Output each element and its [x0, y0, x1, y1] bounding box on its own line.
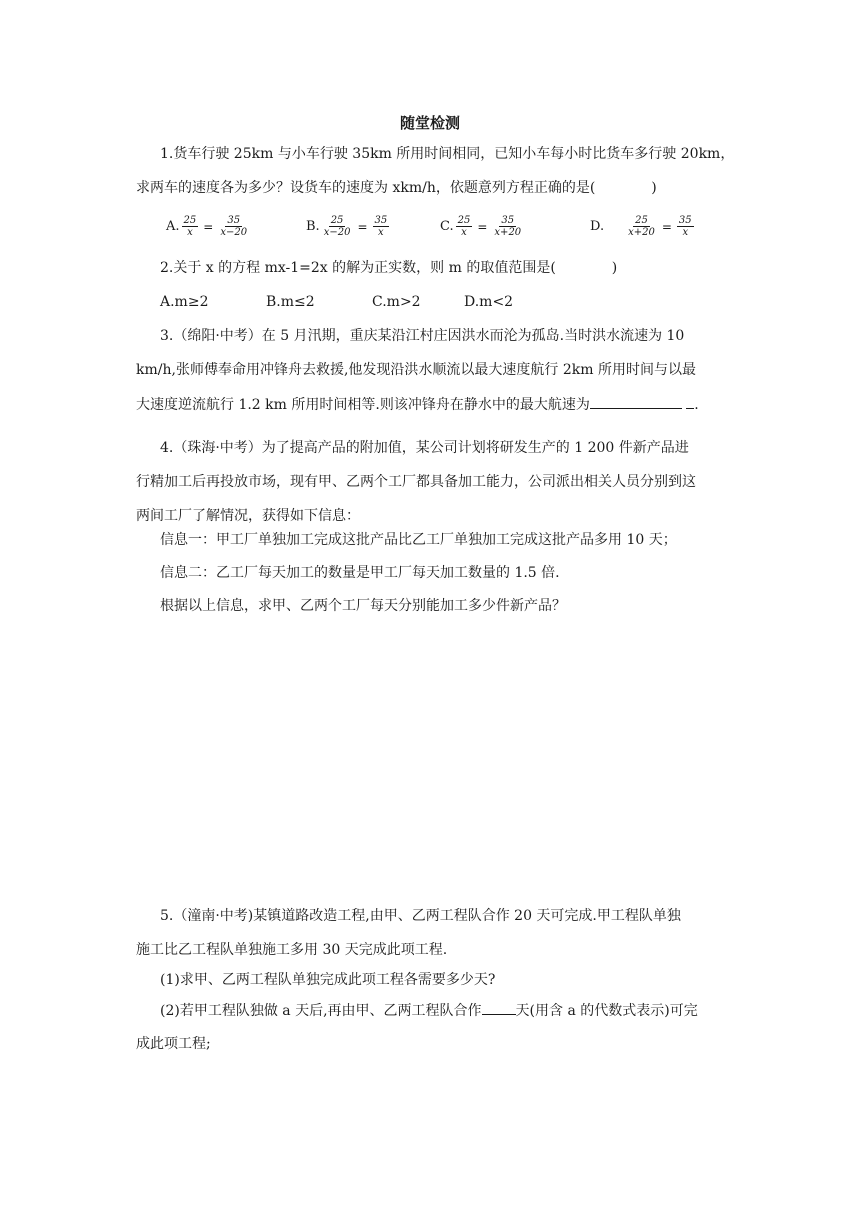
fraction-left	[626, 215, 657, 238]
q5-line-1: 5.（潼南·中考)某镇道路改造工程,由甲、乙两工程队合作 20 天可完成.甲工程队单独	[160, 908, 681, 924]
fraction-left	[456, 215, 473, 238]
q4-info-2: 信息二：乙工厂每天加工的数量是甲工厂每天加工数量的 1.5 倍.	[160, 565, 560, 581]
q1-option-d	[590, 215, 696, 238]
q4-line-2: 行精加工后再投放市场，现有甲、乙两个工厂都具备加工能力，公司派出相关人员分别到这	[136, 474, 696, 490]
denominator: x	[461, 227, 467, 238]
q2-option-a: A.m≥2	[160, 294, 209, 310]
q4-line-3: 两间工厂了解情况，获得如下信息：	[136, 508, 360, 524]
q5-sub-1: (1)求甲、乙两工程队单独完成此项工程各需要多少天?	[160, 972, 496, 988]
answer-blank	[590, 394, 682, 409]
equals-sign: =	[357, 219, 368, 234]
denominator: x−20	[323, 227, 351, 238]
numerator: 25	[457, 215, 471, 226]
denominator: x	[682, 227, 689, 238]
option-label: A.	[166, 219, 180, 234]
answer-blank	[482, 1000, 516, 1015]
q3-line-2: km/h,张师傅奉命用冲锋舟去救援,他发现沿洪水顺流以最大速度航行 2km 所用时间与以最	[136, 362, 696, 378]
denominator: x+20	[494, 227, 522, 238]
q5-sub-2	[160, 1000, 698, 1021]
numerator: 35	[678, 215, 692, 226]
q1-line-1: 1.货车行驶 25km 与小车行驶 35km 所用时间相同，已知小车每小时比货车多行驶 20km，	[160, 146, 735, 162]
q1-option-b	[306, 215, 391, 238]
q3-line-1: 3.（绵阳·中考）在 5 月汛期，重庆某沿江村庄因洪水而沦为孤岛.当时洪水流速为 10	[160, 328, 685, 344]
q4-question: 根据以上信息，求甲、乙两个工厂每天分别能加工多少件新产品？	[160, 598, 566, 614]
fraction-left	[182, 215, 199, 238]
numerator: 35	[374, 215, 388, 226]
q4-line-1: 4.（珠海·中考）为了提高产品的附加值，某公司计划将研发生产的 1 200 件新产品进	[160, 440, 689, 456]
option-label: C.	[440, 219, 454, 234]
numerator: 35	[227, 215, 241, 226]
q3-line-3-end: .	[694, 397, 699, 413]
q5-sub-2-cont: 成此项工程;	[136, 1036, 211, 1052]
denominator: x+20	[628, 227, 655, 238]
q2-option-c: C.m>2	[372, 294, 421, 310]
q5-sub-2-rest: 天(用含 a 的代数式表示)可完	[515, 1003, 698, 1019]
q2-line-1: 2.关于 x 的方程 mx-1=2x 的解为正实数，则 m 的取值范围是( )	[160, 260, 618, 276]
q1-option-a	[166, 215, 251, 238]
option-label: B.	[306, 219, 320, 234]
q1-line-2: 求两车的速度各为多少？设货车的速度为 xkm/h，依题意列方程正确的是( )	[136, 180, 657, 196]
q5-sub-2-text: (2)若甲工程队独做 a 天后,再由甲、乙两工程队合作	[160, 1003, 482, 1019]
q1-option-c	[440, 215, 525, 238]
fraction-right	[492, 215, 523, 238]
fraction-right	[218, 215, 249, 238]
denominator: x	[378, 227, 384, 238]
equals-sign: =	[477, 219, 488, 234]
numerator: 35	[501, 215, 515, 226]
equals-sign: =	[203, 219, 214, 234]
equals-sign: =	[661, 219, 672, 234]
fraction-right	[677, 215, 694, 238]
fraction-left	[322, 215, 353, 238]
numerator: 25	[330, 215, 344, 226]
q3-line-3-text: 大速度逆流航行 1.2 km 所用时间相等.则该冲锋舟在静水中的最大航速为	[136, 397, 590, 413]
q2-option-b: B.m≤2	[266, 294, 315, 310]
option-label: D.	[590, 219, 605, 234]
q5-line-2: 施工比乙工程队单独施工多用 30 天完成此项工程.	[136, 942, 448, 958]
q4-info-1: 信息一：甲工厂单独加工完成这批产品比乙工厂单独加工完成这批产品多用 10 天；	[160, 532, 677, 548]
denominator: x	[187, 227, 193, 238]
fraction-right	[373, 215, 390, 238]
denominator: x−20	[220, 227, 248, 238]
page-title: 随堂检测	[399, 114, 460, 132]
q3-line-3	[136, 394, 699, 415]
numerator: 25	[635, 215, 648, 226]
numerator: 25	[183, 215, 197, 226]
q2-option-d: D.m<2	[464, 294, 514, 310]
